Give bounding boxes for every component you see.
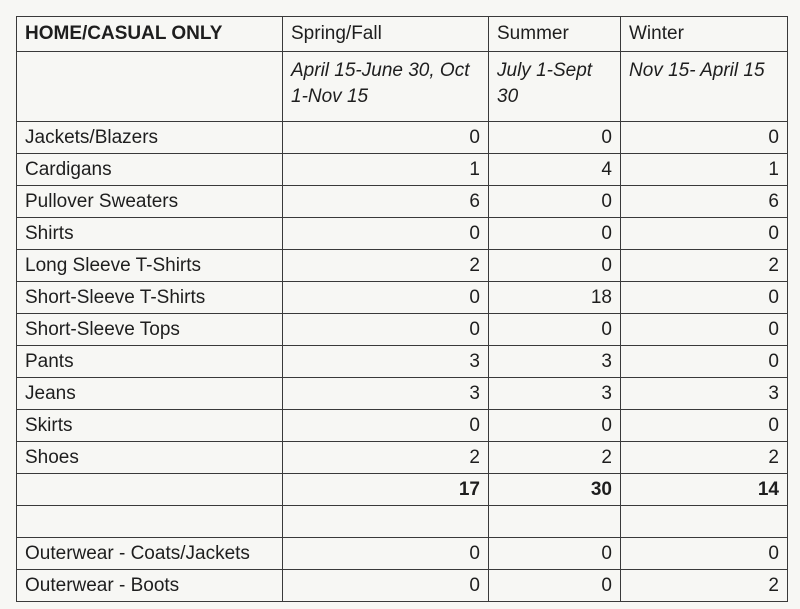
item-count: 2 (283, 250, 489, 282)
table-row (17, 378, 788, 410)
item-count: 0 (621, 346, 788, 378)
season-dates-winter: Nov 15- April 15 (621, 52, 788, 122)
item-count: 0 (621, 314, 788, 346)
item-label: Pullover Sweaters (17, 186, 283, 218)
item-count: 0 (283, 570, 489, 602)
total-count: 30 (489, 474, 621, 506)
item-label: Short-Sleeve T-Shirts (17, 282, 283, 314)
outerwear-row (17, 570, 788, 602)
outerwear-row (17, 538, 788, 570)
blank-row (17, 506, 788, 538)
item-count: 1 (283, 154, 489, 186)
item-count: 3 (283, 346, 489, 378)
item-label: Outerwear - Coats/Jackets (17, 538, 283, 570)
item-count: 2 (489, 442, 621, 474)
item-label: Shirts (17, 218, 283, 250)
item-label: Long Sleeve T-Shirts (17, 250, 283, 282)
total-count: 17 (283, 474, 489, 506)
empty-cell (489, 506, 621, 538)
header-row (17, 17, 788, 52)
table-row (17, 122, 788, 154)
season-dates-spring-fall: April 15-June 30, Oct 1-Nov 15 (283, 52, 489, 122)
item-count: 0 (489, 538, 621, 570)
item-count: 0 (283, 122, 489, 154)
table-row (17, 154, 788, 186)
item-label: Pants (17, 346, 283, 378)
item-label: Jeans (17, 378, 283, 410)
table-row (17, 410, 788, 442)
item-count: 3 (489, 378, 621, 410)
item-count: 2 (621, 570, 788, 602)
item-count: 0 (621, 410, 788, 442)
item-count: 0 (489, 250, 621, 282)
item-count: 0 (489, 410, 621, 442)
item-count: 2 (621, 442, 788, 474)
table-title: HOME/CASUAL ONLY (17, 17, 283, 52)
totals-row (17, 474, 788, 506)
empty-cell (17, 506, 283, 538)
item-count: 0 (621, 122, 788, 154)
item-count: 0 (621, 538, 788, 570)
item-label: Skirts (17, 410, 283, 442)
wardrobe-table (16, 16, 788, 602)
table-row (17, 186, 788, 218)
item-count: 0 (283, 218, 489, 250)
season-dates-row (17, 52, 788, 122)
item-count: 3 (621, 378, 788, 410)
item-count: 0 (283, 410, 489, 442)
item-count: 0 (283, 282, 489, 314)
item-label: Outerwear - Boots (17, 570, 283, 602)
empty-cell (283, 506, 489, 538)
item-count: 0 (283, 538, 489, 570)
item-label: Jackets/Blazers (17, 122, 283, 154)
item-count: 0 (489, 186, 621, 218)
item-count: 18 (489, 282, 621, 314)
season-header-summer: Summer (489, 17, 621, 52)
item-count: 0 (489, 122, 621, 154)
item-count: 6 (621, 186, 788, 218)
item-label: Cardigans (17, 154, 283, 186)
empty-cell (621, 506, 788, 538)
item-count: 0 (489, 570, 621, 602)
table-row (17, 218, 788, 250)
item-count: 6 (283, 186, 489, 218)
season-dates-summer: July 1-Sept 30 (489, 52, 621, 122)
item-count: 3 (489, 346, 621, 378)
item-count: 0 (489, 218, 621, 250)
table-row (17, 442, 788, 474)
item-count: 0 (621, 218, 788, 250)
item-count: 0 (621, 282, 788, 314)
item-label: Shoes (17, 442, 283, 474)
table-row (17, 250, 788, 282)
item-count: 2 (283, 442, 489, 474)
season-header-winter: Winter (621, 17, 788, 52)
empty-cell (17, 474, 283, 506)
empty-cell (17, 52, 283, 122)
item-count: 4 (489, 154, 621, 186)
table-row (17, 314, 788, 346)
total-count: 14 (621, 474, 788, 506)
item-count: 0 (489, 314, 621, 346)
item-label: Short-Sleeve Tops (17, 314, 283, 346)
table-row (17, 282, 788, 314)
item-count: 2 (621, 250, 788, 282)
table-row (17, 346, 788, 378)
season-header-spring-fall: Spring/Fall (283, 17, 489, 52)
item-count: 0 (283, 314, 489, 346)
item-count: 3 (283, 378, 489, 410)
item-count: 1 (621, 154, 788, 186)
